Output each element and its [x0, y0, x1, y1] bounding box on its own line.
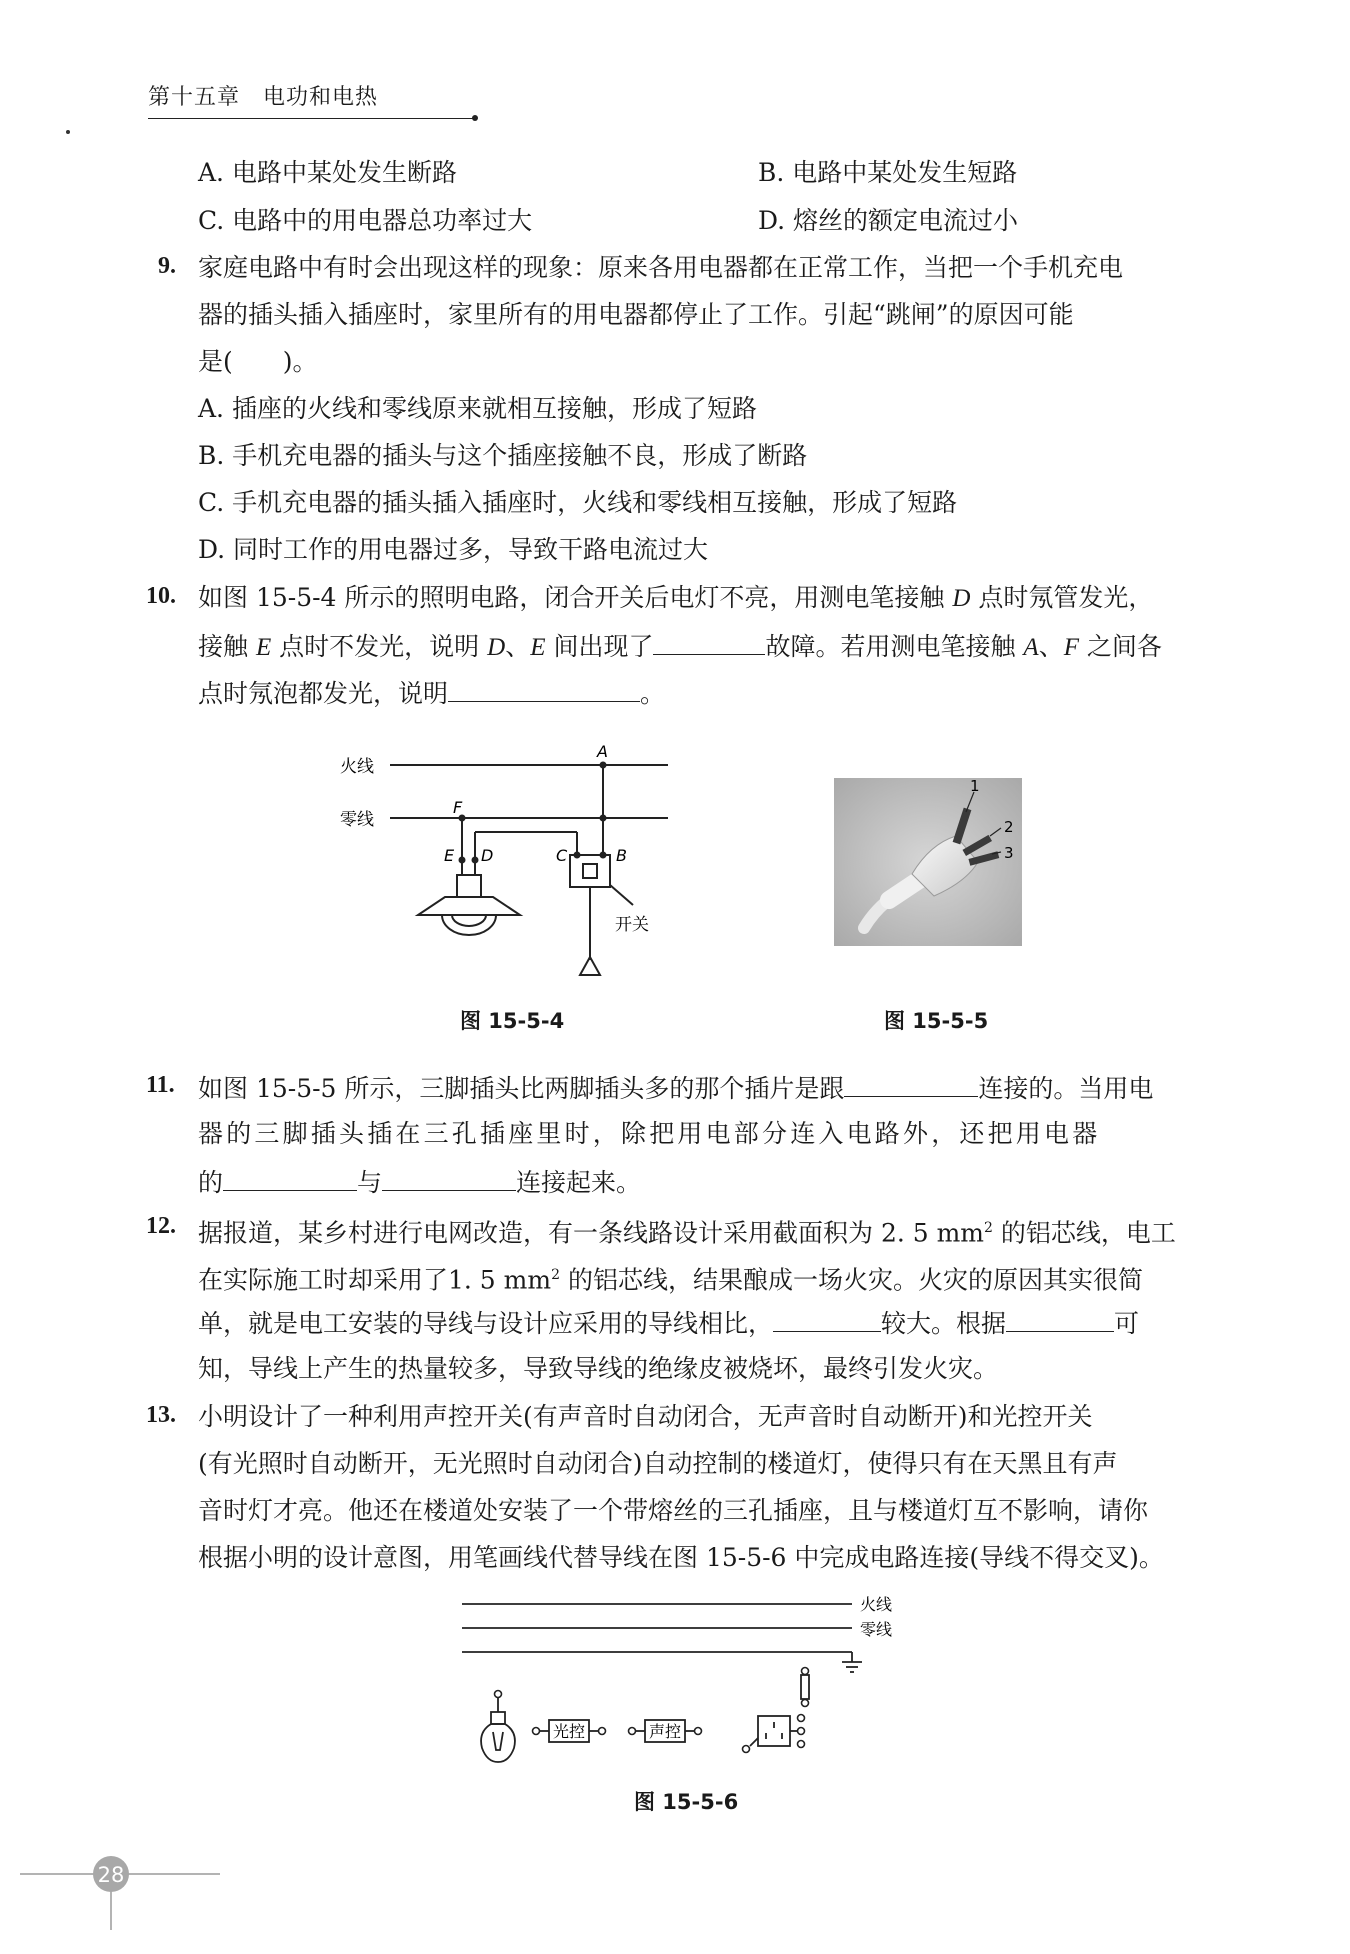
q8-option-c: C. 电路中的用电器总功率过大 — [198, 206, 533, 235]
point-f-label: F — [453, 798, 463, 817]
answer-blank[interactable] — [448, 675, 640, 702]
answer-blank[interactable] — [223, 1164, 357, 1191]
answer-blank[interactable] — [653, 628, 765, 655]
chapter-header: 第十五章 电功和电热 — [148, 85, 379, 110]
lamp-holder — [457, 875, 481, 897]
lamp-shade — [418, 897, 520, 915]
neutral-wire-label: 零线 — [860, 1620, 893, 1639]
sound-control-label: 声控 — [649, 1722, 682, 1741]
figure-15-5-6-wiring — [460, 1582, 920, 1782]
header-rule-dot — [472, 115, 478, 121]
light-control-label: 光控 — [553, 1722, 586, 1741]
switch-box — [570, 855, 610, 887]
point-a-label: A — [597, 742, 608, 761]
margin-dot — [66, 130, 70, 134]
q13-line-3: 音时灯才亮。他还在楼道处安装了一个带熔丝的三孔插座，且与楼道灯互不影响，请你 — [198, 1496, 1149, 1525]
header-rule — [148, 118, 474, 119]
fire-wire-label: 火线 — [340, 757, 374, 777]
plug-pin-3-label: 3 — [1004, 844, 1014, 862]
bulb-base — [491, 1712, 505, 1724]
q9-option-d: D. 同时工作的用电器过多，导致干路电流过大 — [198, 535, 709, 564]
q12-number: 12. — [146, 1213, 176, 1239]
figure-15-5-5-plug-photo — [834, 778, 1024, 948]
q9-line-3: 是( )。 — [198, 347, 318, 376]
figure-15-5-4-caption: 图 15-5-4 — [460, 1009, 565, 1033]
q8-option-d: D. 熔丝的额定电流过小 — [758, 206, 1019, 235]
figure-15-5-5-caption: 图 15-5-5 — [884, 1009, 989, 1033]
q9-line-1: 家庭电路中有时会出现这样的现象：原来各用电器都在正常工作，当把一个手机充电 — [198, 253, 1124, 282]
figure-15-5-4-circuit — [320, 735, 690, 995]
switch-label: 开关 — [615, 915, 649, 935]
q9-option-b: B. 手机充电器的插头与这个插座接触不良，形成了断路 — [198, 441, 808, 470]
point-d-label: D — [481, 846, 494, 865]
q13-line-2: (有光照时自动断开，无光照时自动闭合)自动控制的楼道灯，使得只有在天黑且有声 — [198, 1449, 1118, 1478]
q9-number: 9. — [158, 253, 176, 279]
q8-option-a: A. 电路中某处发生断路 — [198, 158, 457, 187]
q10-line-3: 点时氖泡都发光，说明 。 — [198, 675, 665, 711]
plug-pin-1-label: 1 — [970, 778, 980, 795]
point-c-label: C — [556, 846, 568, 865]
page-number-badge — [20, 1850, 220, 1930]
point-b-label: B — [616, 846, 627, 865]
bulb-glass — [481, 1724, 515, 1762]
neutral-wire-label: 零线 — [340, 810, 374, 830]
three-hole-socket — [758, 1716, 790, 1746]
q9-option-a: A. 插座的火线和零线原来就相互接触，形成了短路 — [198, 394, 757, 423]
answer-blank[interactable] — [382, 1164, 516, 1191]
q12-line-1: 据报道，某乡村进行电网改造，有一条线路设计采用截面积为 2. 5 $mm^2$ 的铝芯线，电工 — [198, 1218, 1176, 1248]
q9-line-2: 器的插头插入插座时，家里所有的用电器都停止了工作。引起“跳闸”的原因可能 — [198, 300, 1074, 329]
q10-line-2: 接触 E 点时不发光，说明 D、E 间出现了 故障。若用测电笔接触 A、F 之间各 — [198, 628, 1162, 665]
q12-line-2: 在实际施工时却采用了1. 5 $mm^2$ 的铝芯线，结果酿成一场火灾。火灾的原因其实很简 — [198, 1265, 1143, 1295]
page-number: 28 — [97, 1863, 125, 1887]
q12-line-4: 知，导线上产生的热量较多，导致导线的绝缘皮被烧坏，最终引发火灾。 — [198, 1354, 999, 1383]
q13-line-1: 小明设计了一种利用声控开关(有声音时自动闭合，无声音时自动断开)和光控开关 — [198, 1402, 1093, 1431]
q8-option-b: B. 电路中某处发生短路 — [758, 158, 1018, 187]
answer-blank[interactable] — [844, 1070, 978, 1097]
figure-15-5-6-caption: 图 15-5-6 — [634, 1790, 739, 1814]
fuse — [801, 1675, 809, 1699]
q13-line-4: 根据小明的设计意图，用笔画线代替导线在图 15-5-6 中完成电路连接(导线不得交叉)。 — [198, 1543, 1164, 1572]
q11-line-2: 器的三脚插头插在三孔插座里时，除把用电部分连入电路外，还把用电器 — [198, 1119, 1101, 1148]
q11-number: 11. — [146, 1072, 175, 1098]
q12-line-3: 单，就是电工安装的导线与设计应采用的导线相比， 较大。根据 可 — [198, 1305, 1139, 1341]
point-e-label: E — [444, 846, 455, 865]
q10-number: 10. — [146, 583, 176, 609]
answer-blank[interactable] — [1006, 1305, 1114, 1332]
q10-line-1: 如图 15-5-4 所示的照明电路，闭合开关后电灯不亮，用测电笔接触 D 点时氖管发光， — [198, 583, 1154, 612]
fire-wire-label: 火线 — [860, 1595, 893, 1614]
q13-number: 13. — [146, 1402, 176, 1428]
answer-blank[interactable] — [773, 1305, 881, 1332]
q11-line-3: 的 与 连接起来。 — [198, 1164, 641, 1200]
q11-line-1: 如图 15-5-5 所示，三脚插头比两脚插头多的那个插片是跟 连接的。当用电 — [198, 1070, 1153, 1106]
q9-option-c: C. 手机充电器的插头插入插座时，火线和零线相互接触，形成了短路 — [198, 488, 958, 517]
plug-pin-2-label: 2 — [1004, 818, 1014, 836]
